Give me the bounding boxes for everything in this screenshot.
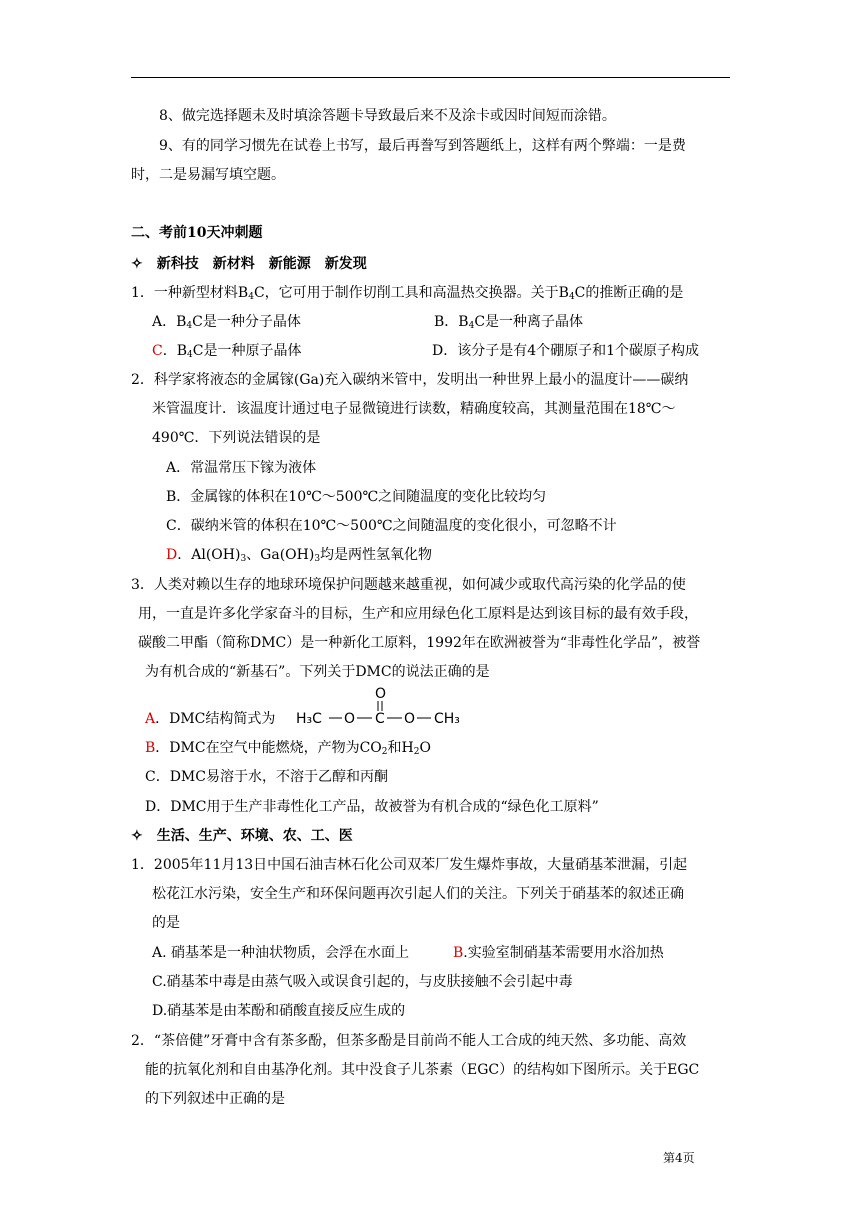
q1-option-a: A．$B_4C$是一种分子晶体 (152, 314, 301, 331)
q4-option-b: B.实验室制硝基苯需要用水浴加热 (453, 945, 664, 961)
q5-line2: 能的抗氧化剂和自由基净化剂。其中没食子儿茶素（EGC）的结构如下图所示。关于EGC (145, 1062, 700, 1078)
answer-mark: D (166, 547, 178, 563)
q2-option-c: C．碳纳米管的体积在10℃～500℃之间随温度的变化很小，可忽略不计 (166, 518, 617, 534)
formula-oxygen-2: O (404, 711, 416, 727)
topic-heading-1: ✧ 新科技 新材料 新能源 新发现 (131, 256, 367, 272)
answer-mark: A (145, 711, 156, 727)
q1-option-b: B．$B_4C$是一种离子晶体 (434, 314, 584, 331)
q4-line3: 的是 (152, 915, 180, 931)
formula-carbon: C (375, 711, 385, 727)
q5-line1: 2．“茶倍健”牙膏中含有茶多酚，但茶多酚是目前尚不能人工合成的纯天然、多功能、高效 (131, 1033, 687, 1049)
q4-line1: 1．2005年11月13日中国石油吉林石化公司双苯厂发生爆炸事故，大量硝基苯泄漏，引起 (131, 857, 688, 873)
q3-line1: 3．人类对赖以生存的地球环境保护问题越来越重视，如何减少或取代高污染的化学品的使 (131, 577, 686, 593)
q2-option-b: B．金属镓的体积在10℃～500℃之间随温度的变化比较均匀 (166, 489, 547, 505)
q2-option-d: D．$Al(OH)_3$、$Ga(OH)_3$均是两性氢氧化物 (166, 547, 433, 564)
q1-option-d: D．该分子是有4个硼原子和1个碳原子构成 (432, 343, 700, 359)
q3-line2: 用，一直是许多化学家奋斗的目标，生产和应用绿色化工原料是达到该目标的最有效手段， (138, 606, 698, 622)
page-number: 第4页 (663, 1151, 695, 1165)
q1-stem: 1．一种新型材料$B_4C$，它可用于制作切削工具和高温热交换器。关于$B_4C$的推断正确的是 (131, 285, 684, 302)
q4-line2: 松花江水污染，安全生产和环保问题再次引起人们的关注。下列关于硝基苯的叙述正确 (152, 886, 684, 902)
header-rule (131, 77, 730, 78)
answer-mark: C (152, 343, 163, 359)
formula-carbonyl-oxygen: O (375, 686, 387, 702)
q3-option-a: A．DMC结构简式为 (145, 711, 276, 727)
q3-option-c: C．DMC易溶于水，不溶于乙醇和丙酮 (145, 769, 388, 785)
q5-line3: 的下列叙述中正确的是 (145, 1091, 285, 1107)
formula-oxygen-1: O (344, 711, 356, 727)
q3-option-b: B．DMC在空气中能燃烧，产物为$CO_2$和$H_2O$ (145, 740, 431, 757)
dmc-structural-formula (296, 686, 471, 728)
q3-option-d: D．DMC用于生产非毒性化工产品，故被誉为有机合成的“绿色化工原料” (145, 799, 599, 815)
q4-option-c: C.硝基苯中毒是由蒸气吸入或误食引起的，与皮肤接触不会引起中毒 (152, 974, 573, 990)
section-title: 二、考前10天冲刺题 (131, 225, 263, 241)
formula-h3c: H₃C (296, 711, 322, 727)
formula-ch3: CH₃ (434, 711, 460, 727)
note-9-line1: 9、有的同学习惯先在试卷上书写，最后再誊写到答题纸上，这样有两个弊端：一是费 (159, 138, 686, 154)
q3-line4: 为有机合成的“新基石”。下列关于DMC的说法正确的是 (145, 664, 490, 680)
topic-heading-2: ✧ 生活、生产、环境、农、工、医 (131, 828, 353, 844)
note-9-line2: 时，二是易漏写填空题。 (131, 167, 285, 183)
answer-mark: B (453, 945, 464, 961)
q3-line3: 碳酸二甲酯（简称DMC）是一种新化工原料，1992年在欧洲被誉为“非毒性化学品”，被誉 (138, 635, 701, 651)
q4-option-a: A. 硝基苯是一种油状物质，会浮在水面上 (152, 945, 410, 961)
q2-option-a: A．常温常压下镓为液体 (166, 460, 317, 476)
q1-option-c: C．$B_4C$是一种原子晶体 (152, 343, 302, 360)
note-8: 8、做完选择题未及时填涂答题卡导致最后来不及涂卡或因时间短而涂错。 (159, 108, 616, 124)
q4-option-d: D.硝基苯是由苯酚和硝酸直接反应生成的 (152, 1003, 406, 1019)
answer-mark: B (145, 740, 156, 756)
q2-line2: 米管温度计．该温度计通过电子显微镜进行读数，精确度较高，其测量范围在18℃～ (152, 401, 676, 417)
q2-line1: 2．科学家将液态的金属镓(Ga)充入碳纳米管中，发明出一种世界上最小的温度计——碳纳 (131, 372, 689, 388)
q2-line3: 490℃．下列说法错误的是 (152, 430, 321, 446)
